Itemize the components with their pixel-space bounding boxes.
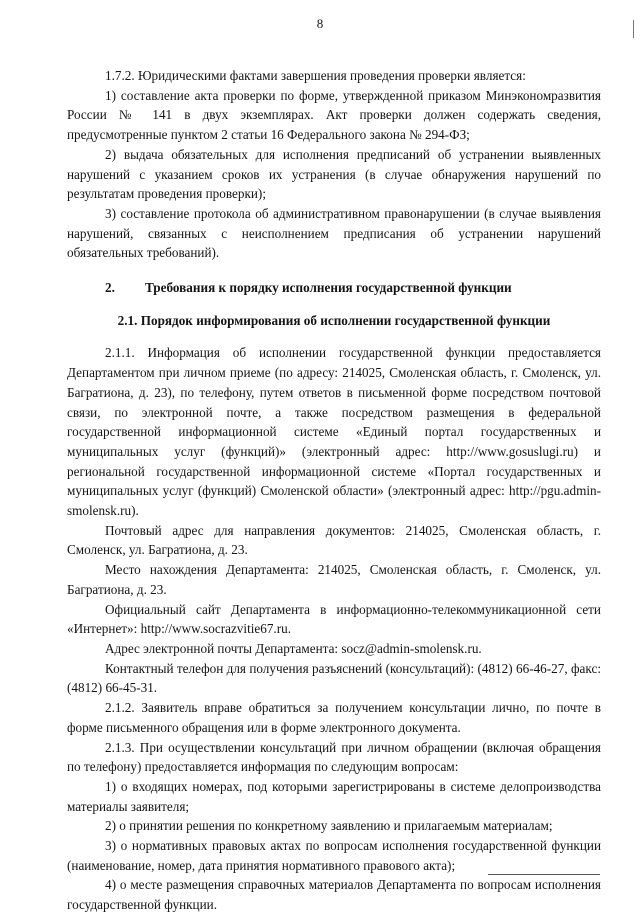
paragraph-2-1-1: 2.1.1. Информация об исполнении государственной функции предоставляется Департаментом при личном приеме (по адресу: 214025, Смоленская область, г. Смоленск, ул. Багратиона, д. 23), по телефону, путем ответов в письменной форме посредством почтовой связи, по электронной почте, а также посредством размещения в федеральной государственной информационной системе «Единый портал государственных и муниципальных услуг (функций)» (электронный адрес: http://www.gosuslugi.ru) и региональной государственной информационной системе «Портал государственных и муниципальных услуг (функций) Смоленской области» (электронный адрес: http://pgu.admin-smolensk.ru). <box>67 345 601 519</box>
paragraph-email: Адрес электронной почты Департамента: socz@admin-smolensk.ru. <box>105 640 482 656</box>
paragraph-2-1-3-item-2: 2) о принятии решения по конкретному заявлению и прилагаемым материалам; <box>105 818 553 834</box>
paragraph-2-1-3-item-1: 1) о входящих номерах, под которыми зарегистрированы в системе делопроизводства материалы заявителя; <box>67 778 601 814</box>
scan-edge-mark <box>633 20 634 38</box>
subsection-2-1-heading: 2.1. Порядок информирования об исполнении государственной функции <box>117 312 551 328</box>
paragraph-2-1-2: 2.1.2. Заявитель вправе обратиться за получением консультации лично, по почте в форме письменного обращения или в форме электронного документа. <box>67 700 601 735</box>
paragraph-postal-address: Почтовый адрес для направления документов: 214025, Смоленская область, г. Смоленск, ул. Багратиона, д. 23. <box>67 522 601 558</box>
document-body <box>67 66 601 915</box>
paragraph-1-7-2-item-3: 3) составление протокола об административном правонарушении (в случае выявления нарушений, связанных с неисполнением предписания об устранении нарушений обязательных требований). <box>67 205 601 261</box>
paragraph-location: Место нахождения Департамента: 214025, Смоленская область, г. Смоленск, ул. Багратиона, д. 23. <box>67 562 601 597</box>
paragraph-1-7-2-item-2: 2) выдача обязательных для исполнения предписаний об устранении выявленных нарушений с указанием сроков их устранения (в случае обнаружения нарушений по результатам проведения проверки); <box>67 146 601 202</box>
paragraph-2-1-3-item-3: 3) о нормативных правовых актах по вопросам исполнения государственной функции (наименование, номер, дата принятия нормативного правового акта); <box>67 838 601 873</box>
page-number: 8 <box>316 16 324 31</box>
paragraph-1-7-2: 1.7.2. Юридическими фактами завершения проведения проверки является: <box>105 68 526 83</box>
paragraph-2-1-3: 2.1.3. При осуществлении консультаций при личном обращении (включая обращения по телефону) предоставляется информация по следующим вопросам: <box>67 739 601 775</box>
paragraph-1-7-2-item-1: 1) составление акта проверки по форме, утвержденной приказом Минэкономразвития России № 141 в двух экземплярах. Акт проверки должен содержать сведения, предусмотренные пунктом 2 статьи 16 Федерального закона № 294-ФЗ; <box>67 87 601 143</box>
section-2-number: 2. <box>105 280 115 296</box>
paragraph-website: Официальный сайт Департамента в информационно-телекоммуникационной сети «Интернет»: http://www.socrazvitie67.ru. <box>67 601 601 637</box>
footer-rule <box>488 874 600 875</box>
section-2-heading <box>67 278 601 298</box>
paragraph-phone: Контактный телефон для получения разъяснений (консультаций): (4812) 66-46-27, факс: (4812) 66-45-31. <box>67 660 601 696</box>
paragraph-2-1-3-item-4: 4) о месте размещения справочных материалов Департамента по вопросам исполнения государственной функции. <box>67 877 601 913</box>
section-2-title: Требования к порядку исполнения государственной функции <box>145 280 512 296</box>
